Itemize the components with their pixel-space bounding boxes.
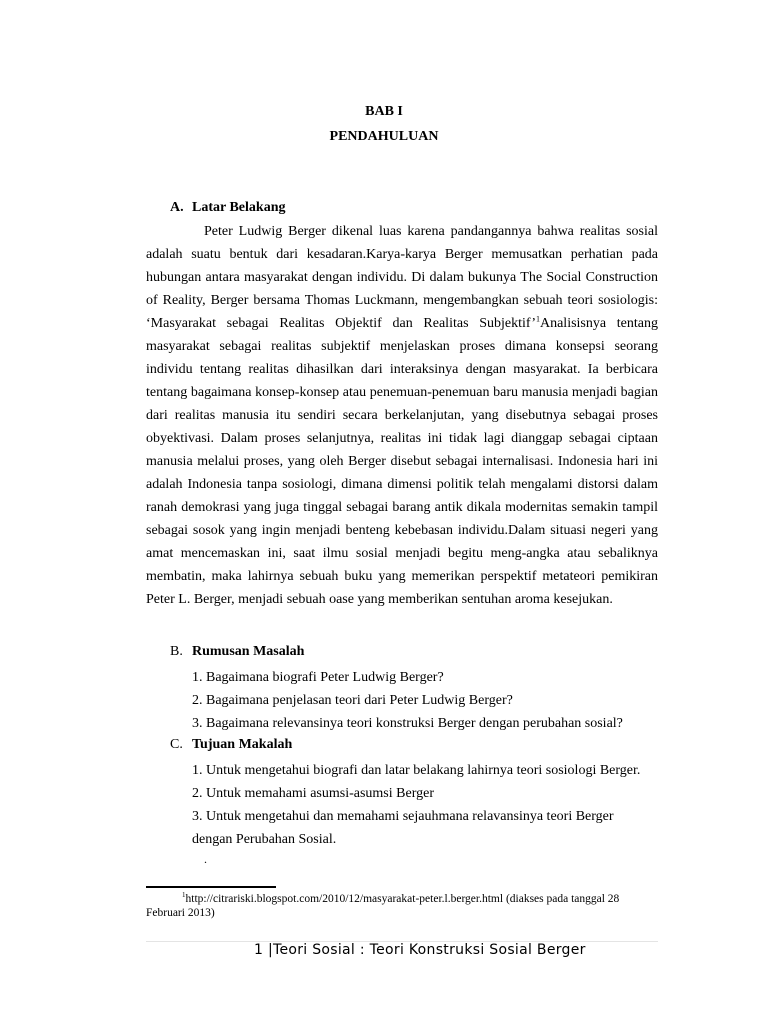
section-c-letter: C.: [170, 737, 183, 752]
section-c-heading: [170, 737, 292, 753]
research-questions-list: [192, 666, 623, 735]
trailing-dot: .: [204, 852, 207, 866]
footnote-separator: [146, 886, 276, 888]
section-b-heading: [170, 644, 304, 660]
footnote-marker: 1: [182, 891, 186, 900]
list-item: 2. Untuk memahami asumsi-asumsi Berger: [192, 786, 434, 801]
background-paragraph: [146, 220, 658, 611]
objectives-list: [192, 759, 640, 851]
section-b-title: Rumusan Masalah: [192, 644, 305, 659]
section-b-letter: B.: [170, 644, 183, 659]
chapter-number: BAB I: [365, 104, 403, 119]
list-item: 1. Untuk mengetahui biografi dan latar belakang lahirnya teori sosiologi Berger.: [192, 763, 641, 778]
section-c-title: Tujuan Makalah: [192, 737, 293, 752]
paragraph-text-part-2: Analisisnya tentang masyarakat sebagai realitas subjektif menjelaskan proses dimana konsepsi seorang individu tentang realitas dihasilkan dari interaksinya dengan masyarakat. Ia berbicara tentang bagaimana konsep-konsep atau penemuan-penemuan baru manusia menjadi bagian dari realitas manusia itu sendiri secara berkelanjutan, yang disebutnya sebagai proses obyektivasi. Dalam proses selanjutnya, realitas ini tidak lagi dianggap sebagai ciptaan manusia melalui proses, yang oleh Berger disebut sebagai internalisasi. Indonesia hari ini adalah Indonesia tanpa sosiologi, dimana dimensi politik telah mengalami distorsi dalam ranah demokrasi yang juga tinggal sebagai barang antik dikala modernitas semakin tampil sebagai sosok yang ingin menjadi benteng kebebasan individu.Dalam situasi negeri yang amat mencemaskan ini, saat ilmu sosial menjadi begitu meng-angka atau sebaliknya membatin, maka lahirnya sebuah buku yang memerikan perspektif metateori pemikiran Peter L. Berger, menjadi sebuah oase yang memberikan sentuhan aroma kesejukan.: [146, 316, 658, 607]
section-a-title: Latar Belakang: [192, 200, 286, 215]
chapter-title: PENDAHULUAN: [329, 129, 439, 144]
page-footer: 1 |Teori Sosial : Teori Konstruksi Sosial Berger: [254, 942, 586, 958]
list-item: 3. Untuk mengetahui dan memahami sejauhmana relavansinya teori Berger: [192, 809, 614, 824]
footnote-reference[interactable]: 1: [535, 314, 540, 324]
list-item: dengan Perubahan Sosial.: [192, 832, 337, 847]
section-a-letter: A.: [170, 200, 184, 215]
list-item: 1. Bagaimana biografi Peter Ludwig Berger?: [192, 670, 444, 685]
footnote: [146, 892, 646, 920]
section-a-heading: [170, 200, 285, 216]
footnote-text[interactable]: http://citrariski.blogspot.com/2010/12/masyarakat-peter.l.berger.html (diakses pada tanggal 28 Februari 2013): [146, 893, 620, 919]
list-item: 3. Bagaimana relevansinya teori konstruksi Berger dengan perubahan sosial?: [192, 716, 623, 731]
list-item: 2. Bagaimana penjelasan teori dari Peter Ludwig Berger?: [192, 693, 513, 708]
paragraph-text-part-1: Peter Ludwig Berger dikenal luas karena pandangannya bahwa realitas sosial adalah suatu bentuk dari kesadaran.Karya-karya Berger memusatkan perhatian pada hubungan antara masyarakat dengan individu. Di dalam bukunya The Social Construction of Reality, Berger bersama Thomas Luckmann, mengembangkan sebuah teori sosiologis: ‘Masyarakat sebagai Realitas Objektif dan Realitas Subjektif’: [146, 224, 658, 331]
